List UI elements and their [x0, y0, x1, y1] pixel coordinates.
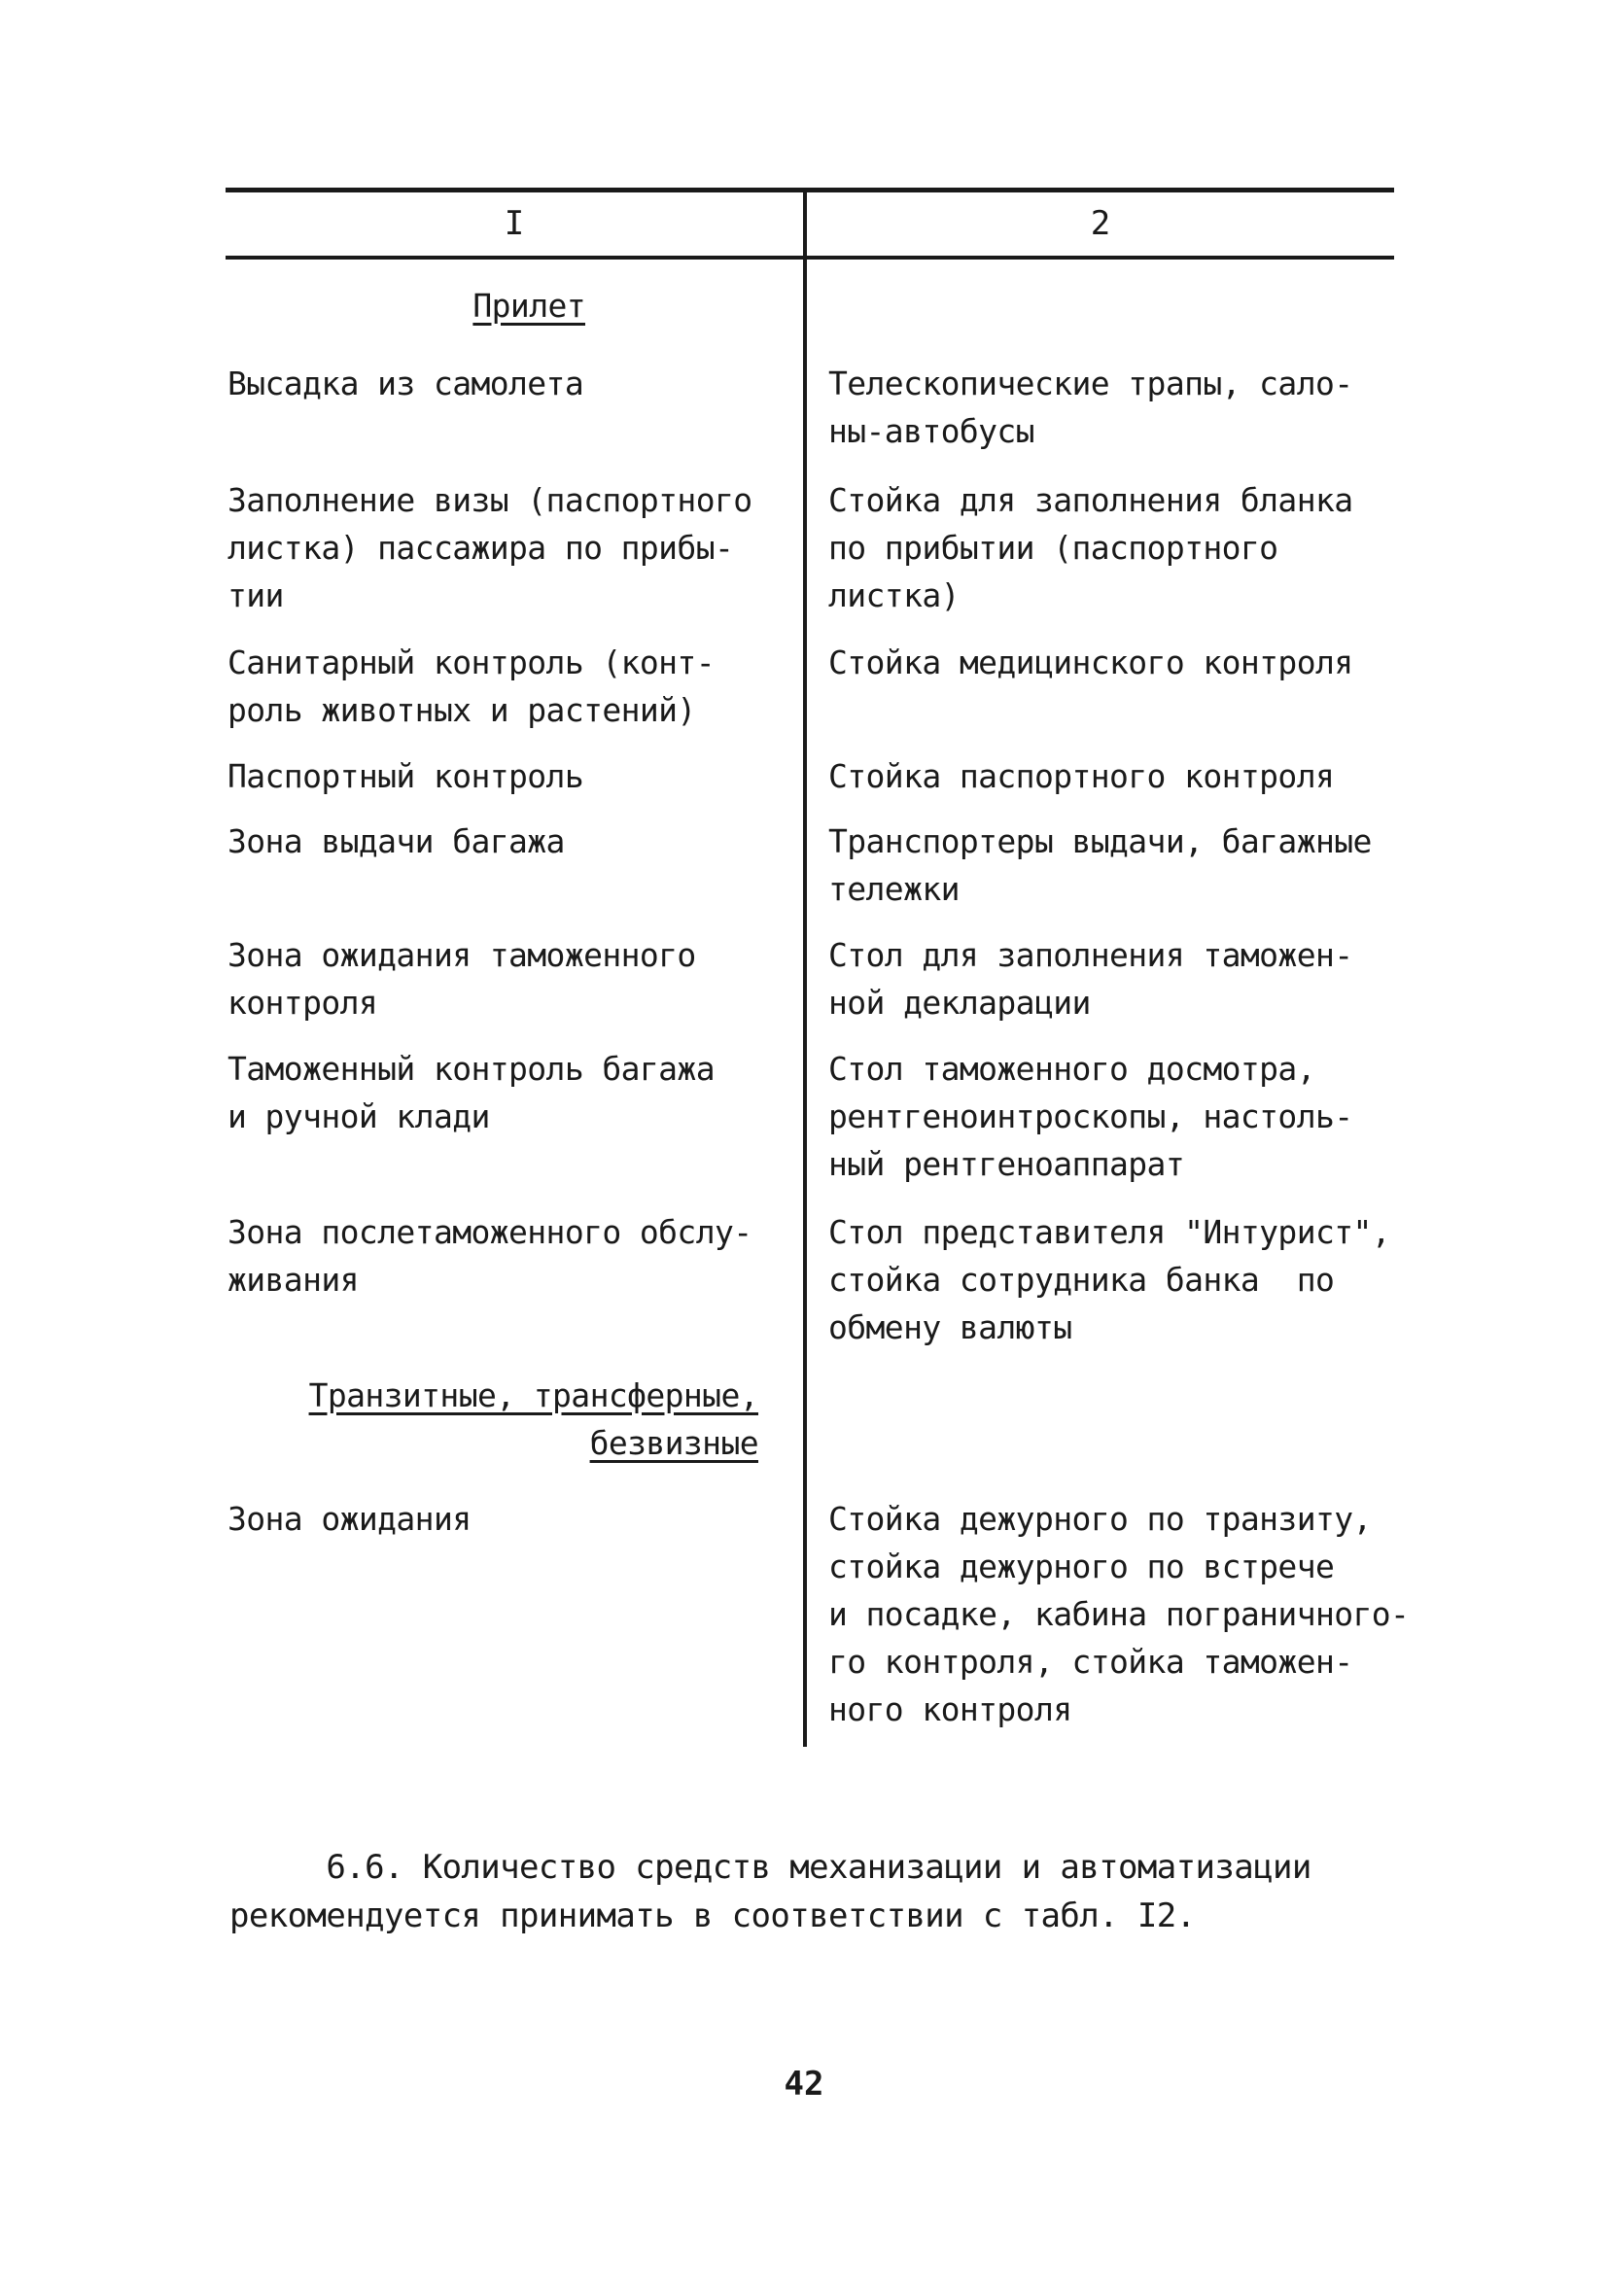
- table-cell-zone: Заполнение визы (паспортного листка) пассажира по прибы- тии: [227, 481, 752, 614]
- table-cell-zone: Зона выдачи багажа: [227, 822, 565, 860]
- table-cell-zone: Санитарный контроль (конт- роль животных и растений): [227, 644, 715, 729]
- table-cell-zone: Паспортный контроль: [227, 757, 584, 795]
- table-cell-zone: Зона ожидания таможенного контроля: [227, 936, 696, 1022]
- table-cell-zone: Высадка из самолета: [227, 365, 584, 402]
- section-title-transit: Транзитные, трансферные, безвизные: [308, 1376, 758, 1462]
- column-header-1: I: [504, 204, 525, 243]
- table-cell-equipment: Транспортеры выдачи, багажные тележки: [828, 822, 1372, 908]
- table-cell-equipment: Стойка для заполнения бланка по прибытии (паспортного листка): [828, 481, 1353, 614]
- table-header-rule: [226, 256, 1394, 260]
- facilities-table: [226, 188, 1410, 1747]
- table-cell-equipment: Стол таможенного досмотра, рентгеноинтроскопы, настоль- ный рентгеноаппарат: [828, 1050, 1353, 1183]
- table-cell-equipment: Стол представителя "Интурист", стойка сотрудника банка по обмену валюты: [828, 1213, 1391, 1346]
- table-column-divider: [803, 188, 807, 1747]
- page-number: 42: [784, 2065, 824, 2104]
- column-header-2: 2: [1090, 204, 1111, 243]
- body-paragraph: 6.6. Количество средств механизации и автоматизации рекомендуется принимать в соответствии с табл. I2.: [229, 1848, 1311, 1935]
- table-cell-equipment: Стойка паспортного контроля: [828, 757, 1335, 795]
- section-title-arrival: Прилет: [472, 287, 585, 325]
- table-cell-equipment: Стойка медицинского контроля: [828, 644, 1353, 681]
- table-cell-equipment: Стол для заполнения таможен- ной декларации: [828, 936, 1353, 1022]
- table-cell-equipment: Стойка дежурного по транзиту, стойка дежурного по встрече и посадке, кабина пограничного- го контроля, стойка таможен- ного контроля: [828, 1500, 1410, 1728]
- table-cell-zone: Таможенный контроль багажа и ручной клади: [227, 1050, 715, 1135]
- table-cell-zone: Зона ожидания: [227, 1500, 472, 1538]
- table-cell-equipment: Телескопические трапы, сало- ны-автобусы: [828, 365, 1353, 450]
- table-cell-zone: Зона послетаможенного обслу- живания: [227, 1213, 752, 1299]
- table-top-rule: [226, 188, 1394, 192]
